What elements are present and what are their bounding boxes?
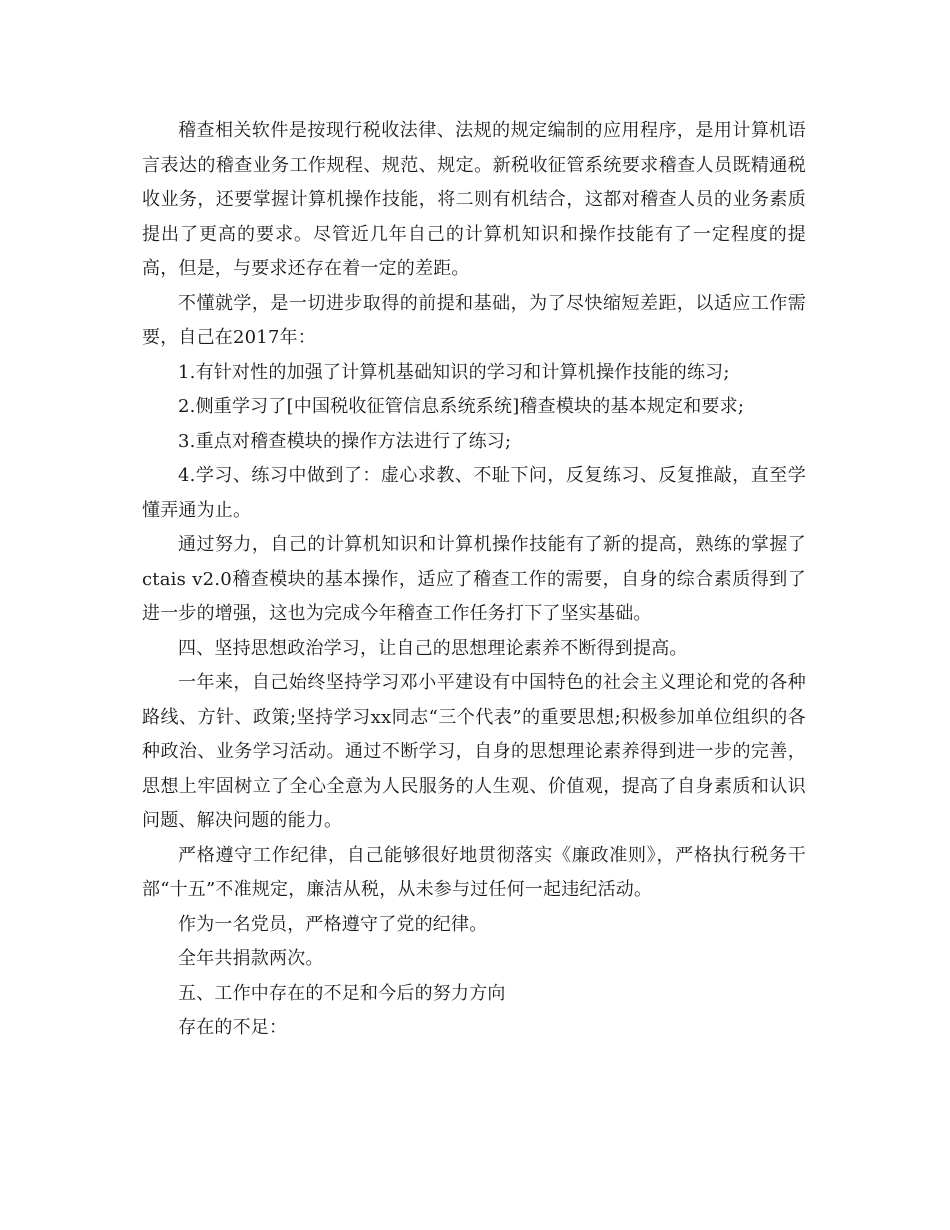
list-item-3: 3.重点对稽查模块的操作方法进行了练习; bbox=[178, 430, 512, 452]
list-item-4: 4.学习、练习中做到了：虚心求教、不耻下问，反复练习、反复推敲，直至学懂弄通为止。 bbox=[142, 465, 806, 521]
paragraph-discipline: 严格遵守工作纪律，自己能够很好地贯彻落实《廉政准则》，严格执行税务干部“十五”不准规定，廉洁从税，从未参与过任何一起违纪活动。 bbox=[142, 844, 806, 900]
list-item-1: 1.有针对性的加强了计算机基础知识的学习和计算机操作技能的练习; bbox=[178, 361, 730, 383]
paragraph-result: 通过努力，自己的计算机知识和计算机操作技能有了新的提高，熟练的掌握了ctais v2.0稽查模块的基本操作，适应了稽查工作的需要，自身的综合素质得到了进一步的增强，这也为完成今年稽查工作任务打下了坚实基础。 bbox=[142, 534, 806, 624]
paragraph-shortcomings: 存在的不足： bbox=[178, 1017, 288, 1038]
document-body bbox=[142, 114, 806, 1046]
paragraph-party-member: 作为一名党员，严格遵守了党的纪律。 bbox=[178, 913, 488, 935]
paragraph-learning-intro: 不懂就学，是一切进步取得的前提和基础，为了尽快缩短差距，以适应工作需要，自己在2017年： bbox=[142, 292, 806, 348]
paragraph-software-intro: 稽查相关软件是按现行税收法律、法规的规定编制的应用程序，是用计算机语言表达的稽查业务工作规程、规范、规定。新税收征管系统要求稽查人员既精通税收业务，还要掌握计算机操作技能，将二则有机结合，这都对稽查人员的业务素质提出了更高的要求。尽管近几年自己的计算机知识和操作技能有了一定程度的提高，但是，与要求还存在着一定的差距。 bbox=[142, 120, 806, 279]
section-heading-5: 五、工作中存在的不足和今后的努力方向 bbox=[178, 982, 506, 1004]
section-heading-4: 四、坚持思想政治学习，让自己的思想理论素养不断得到提高。 bbox=[178, 637, 688, 659]
paragraph-political-study: 一年来，自己始终坚持学习邓小平建设有中国特色的社会主义理论和党的各种路线、方针、政策;坚持学习xx同志“三个代表”的重要思想;积极参加单位组织的各种政治、业务学习活动。通过不断学习，自身的思想理论素养得到进一步的完善，思想上牢固树立了全心全意为人民服务的人生观、价值观，提高了自身素质和认识问题、解决问题的能力。 bbox=[142, 672, 806, 831]
list-item-2: 2.侧重学习了[中国税收征管信息系统系统]稽查模块的基本规定和要求; bbox=[178, 396, 745, 417]
paragraph-donation: 全年共捐款两次。 bbox=[178, 948, 324, 969]
